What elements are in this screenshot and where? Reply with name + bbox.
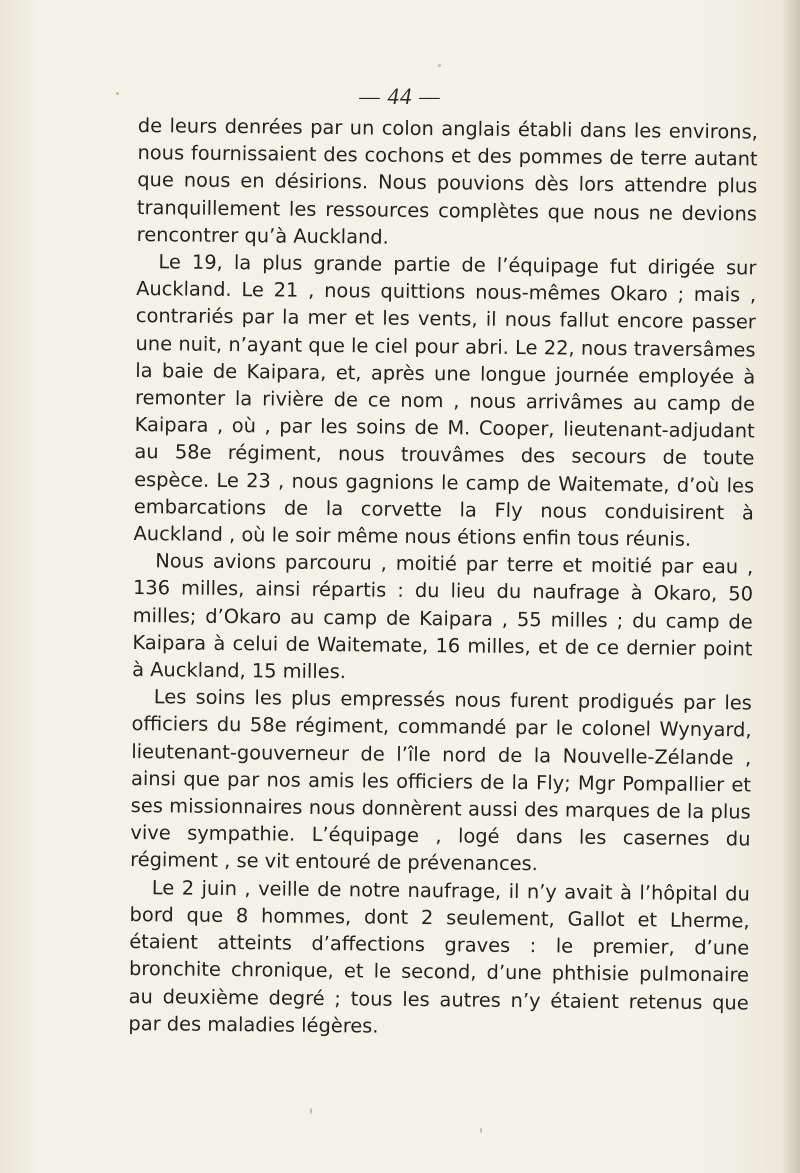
paragraph-4: Les soins les plus empressés nous furent prodigués par les officiers du 58e régiment, commandé par le colonel Wynyard, lieutenant-gouverneur de l’île nord de la Nouvelle-Zélande , ainsi que par nos amis les officiers de la Fly; Mgr Pompallier et ses missionnaires nous donnèrent aussi des marques de la plus vive sympathie. L’équipage , logé dans les casernes du régiment , se vit entouré de prévenances. xyxy=(130,685,752,876)
page-number: — 44 — xyxy=(359,84,441,109)
paragraph-2: Le 19, la plus grande partie de l’équipage fut dirigée sur Auckland. Le 21 , nous quittions nous-mêmes Okaro ; mais , contrariés par la mer et les vents, il nous fallut encore passer une nuit, n’ayant que le ciel pour abri. Le 22, nous traversâmes la baie de Kaipara, et, après une longue journée employée à remonter la rivière de ce nom , nous arrivâmes au camp de Kaipara , où , par les soins de M. Cooper, lieutenant-adjudant au 58e régiment, nous trouvâmes des secours de toute espèce. Le 23 , nous gagnions le camp de Waitemate, d’où les embarcations de la corvette la Fly nous conduisirent à Auckland , où le soir même nous étions enfin tous réunis. xyxy=(133,250,757,551)
paper-speck xyxy=(480,1128,482,1133)
body-text xyxy=(128,112,758,1043)
paragraph-5: Le 2 juin , veille de notre naufrage, il n’y avait à l’hôpital du bord que 8 hommes, dont 2 seulement, Gallot et Lherme, étaient atteints d’affections graves : le premier, d’une bronchite chronique, et le second, d’une phthisie pulmonaire au deuxième degré ; tous les autres n’y étaient retenus que par des maladies légères. xyxy=(128,875,750,1038)
paper-speck xyxy=(116,92,119,95)
paragraph-1: de leurs denrées par un colon anglais établi dans les environs, nous fournissaient des cochons et des pommes de terre autant que nous en désirions. Nous pouvions dès lors attendre plus tranquillement les ressources complètes que nous ne devions rencontrer qu’à Auckland. xyxy=(136,113,758,249)
paper-speck xyxy=(310,1108,312,1114)
page-edge-shadow xyxy=(782,0,800,1173)
paper-speck xyxy=(438,64,441,67)
paragraph-3: Nous avions parcouru , moitié par terre et moitié par eau , 136 milles, ainsi répartis : du lieu du naufrage à Okaro, 50 milles; d’Okaro au camp de Kaipara , 55 milles ; du camp de Kaipara à celui de Waitemate, 16 milles, et de ce dernier point à Auckland, 15 milles. xyxy=(132,549,754,684)
